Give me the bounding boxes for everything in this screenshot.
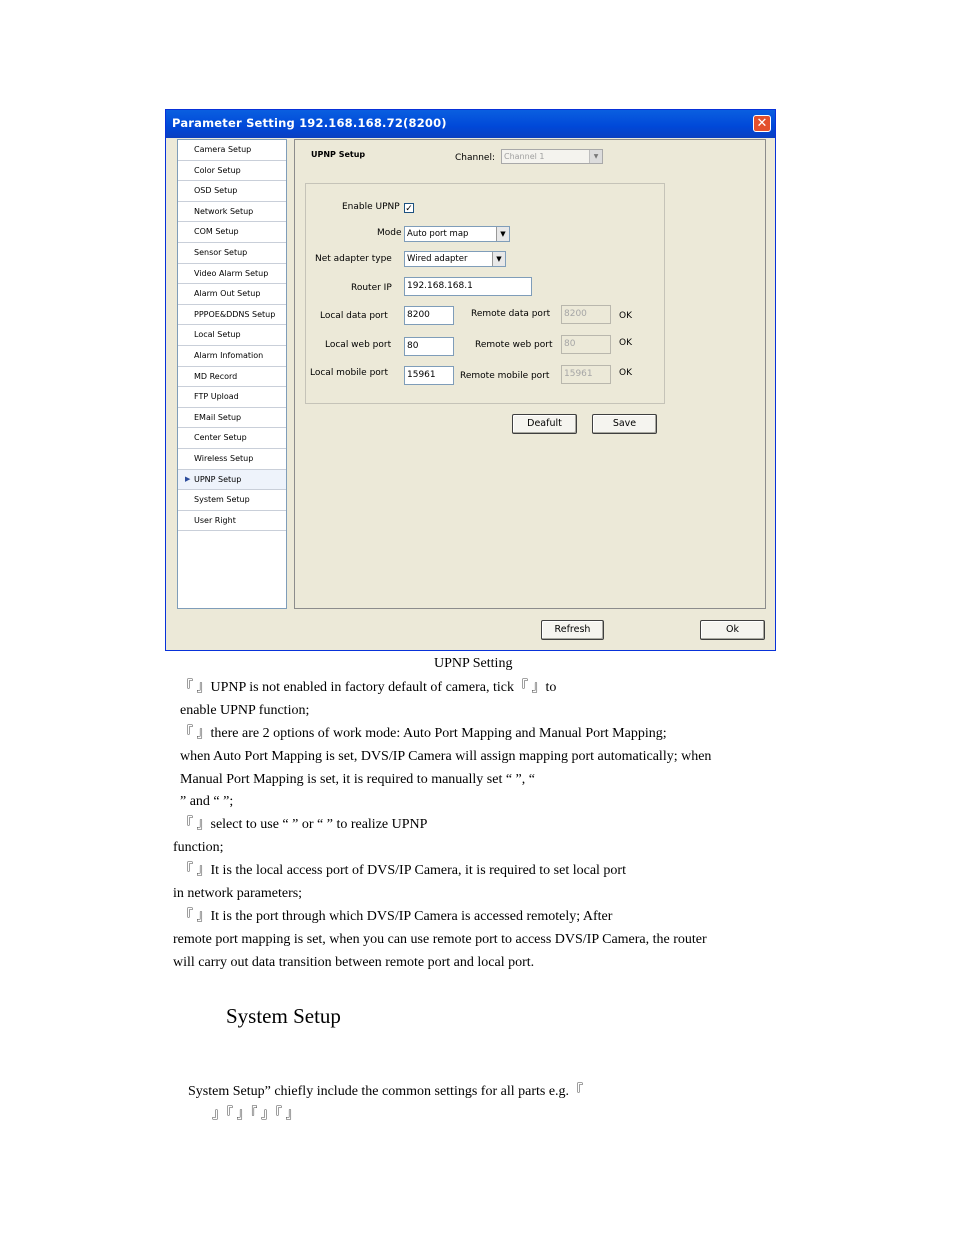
sidebar-item[interactable] (178, 490, 286, 511)
upnp-setup-panel (294, 139, 766, 609)
sidebar-item[interactable] (178, 449, 286, 470)
sidebar-item[interactable] (178, 140, 286, 161)
text-line: 『 』It is the local access port of DVS/IP Camera, it is required to set local port (179, 863, 626, 878)
remote-data-port-field: 8200 (561, 305, 611, 324)
text-line: remote port mapping is set, when you can use remote port to access DVS/IP Camera, the router (173, 932, 707, 947)
sidebar-item[interactable] (178, 264, 286, 285)
text-line: 『 』there are 2 options of work mode: Auto Port Mapping and Manual Port Mapping; (179, 726, 667, 741)
sidebar-item-label: Network Setup (194, 206, 254, 216)
save-button[interactable]: Save (592, 414, 657, 434)
sidebar-item[interactable] (178, 243, 286, 264)
parameter-setting-dialog (165, 109, 776, 651)
text-line: 『 』select to use “ ” or “ ” to realize UPNP (179, 817, 428, 832)
text-line: ” and “ ”; (180, 794, 234, 809)
ok-button[interactable]: Ok (700, 620, 765, 640)
refresh-button[interactable]: Refresh (541, 620, 604, 640)
mode-select[interactable] (404, 226, 510, 242)
mode-label: Mode (377, 228, 402, 238)
enable-upnp-checkbox[interactable]: ✓ (405, 203, 413, 213)
text-line: Manual Port Mapping is set, it is required to manually set “ ”, “ (180, 772, 535, 787)
sidebar-item-label: Sensor Setup (194, 247, 248, 257)
sidebar-item-label: UPNP Setup (194, 474, 242, 484)
text-line: 『 』UPNP is not enabled in factory default of camera, tick『 』to (179, 680, 557, 695)
local-mobile-port-field[interactable]: 15961 (404, 366, 454, 385)
sidebar-item-label: Center Setup (194, 433, 247, 443)
sidebar-item[interactable] (178, 161, 286, 182)
sidebar-item-label: Local Setup (194, 330, 241, 340)
sidebar-item[interactable] (178, 305, 286, 326)
router-ip-label: Router IP (351, 283, 392, 293)
remote-web-port-field: 80 (561, 335, 611, 354)
sidebar-item[interactable] (178, 428, 286, 449)
text-line: function; (173, 840, 224, 855)
sidebar-item-label: FTP Upload (194, 392, 239, 402)
chevron-down-icon[interactable]: ▼ (492, 252, 505, 266)
sidebar-item[interactable] (178, 181, 286, 202)
sidebar-item-label: EMail Setup (194, 412, 242, 422)
sidebar-item[interactable] (178, 202, 286, 223)
sidebar-item-label: Wireless Setup (194, 453, 254, 463)
sidebar-item[interactable] (178, 470, 286, 491)
upnp-settings-group (305, 183, 665, 404)
remote-mobile-port-label: Remote mobile port (460, 371, 550, 381)
sidebar-item[interactable] (178, 367, 286, 388)
remote-mobile-port-status: OK (619, 368, 632, 378)
close-icon[interactable]: ✕ (753, 115, 771, 132)
sidebar-item[interactable] (178, 284, 286, 305)
title-bar[interactable] (166, 110, 775, 138)
remote-data-port-status: OK (619, 311, 632, 321)
sidebar-item[interactable] (178, 346, 286, 367)
sidebar-item-label: User Right (194, 515, 236, 525)
text-line: enable UPNP function; (180, 703, 310, 718)
enable-upnp-label: Enable UPNP (342, 202, 400, 212)
sidebar-item-label: Color Setup (194, 165, 241, 175)
sidebar-item[interactable] (178, 511, 286, 532)
text-line: 『 』It is the port through which DVS/IP Camera is accessed remotely; After (179, 909, 613, 924)
local-data-port-field[interactable]: 8200 (404, 306, 454, 325)
local-web-port-field[interactable]: 80 (404, 337, 454, 356)
sidebar-item-label: Alarm Out Setup (194, 289, 261, 299)
net-adapter-label: Net adapter type (315, 254, 392, 264)
sidebar-item[interactable] (178, 408, 286, 429)
text-line: when Auto Port Mapping is set, DVS/IP Camera will assign mapping port automatically; when (180, 749, 712, 764)
sidebar-item-label: Video Alarm Setup (194, 268, 269, 278)
remote-web-port-label: Remote web port (475, 340, 553, 350)
text-line: in network parameters; (173, 886, 303, 901)
window-title: Parameter Setting 192.168.168.72(8200) (172, 116, 447, 130)
remote-web-port-status: OK (619, 338, 632, 348)
local-data-port-label: Local data port (320, 311, 388, 321)
system-setup-paragraph-line1: System Setup” chiefly include the common settings for all parts e.g.『 (188, 1084, 584, 1099)
mode-value: Auto port map (407, 229, 469, 239)
sidebar-item-label: OSD Setup (194, 186, 238, 196)
net-adapter-value: Wired adapter (407, 254, 468, 264)
chevron-down-icon: ▼ (589, 150, 602, 163)
sidebar-item-label: COM Setup (194, 227, 239, 237)
selected-arrow-icon: ▶ (185, 474, 191, 483)
remote-data-port-label: Remote data port (471, 309, 551, 319)
default-button[interactable]: Deafult (512, 414, 577, 434)
sidebar-item[interactable] (178, 222, 286, 243)
local-mobile-port-label: Local mobile port (310, 368, 389, 378)
sidebar-item-label: MD Record (194, 371, 238, 381)
local-web-port-label: Local web port (325, 340, 392, 350)
router-ip-field[interactable]: 192.168.168.1 (404, 277, 532, 296)
remote-mobile-port-field: 15961 (561, 365, 611, 384)
settings-sidebar (177, 139, 287, 609)
sidebar-item[interactable] (178, 325, 286, 346)
sidebar-item-label: Camera Setup (194, 145, 252, 154)
chevron-down-icon[interactable]: ▼ (496, 227, 509, 241)
channel-label: Channel: (455, 153, 495, 163)
figure-caption: UPNP Setting (434, 656, 513, 671)
sidebar-item-label: Alarm Infomation (194, 350, 264, 360)
sidebar-item-label: System Setup (194, 495, 250, 505)
section-heading: System Setup (226, 1004, 341, 1028)
panel-title: UPNP Setup (311, 150, 366, 159)
sidebar-item[interactable] (178, 387, 286, 408)
sidebar-item-label: PPPOE&DDNS Setup (194, 309, 276, 319)
text-line: will carry out data transition between remote port and local port. (173, 955, 535, 970)
channel-select (501, 149, 603, 164)
channel-value: Channel 1 (504, 152, 545, 161)
system-setup-paragraph-line2: 』『 』『 』『 』 (212, 1107, 300, 1122)
net-adapter-select[interactable] (404, 251, 506, 267)
